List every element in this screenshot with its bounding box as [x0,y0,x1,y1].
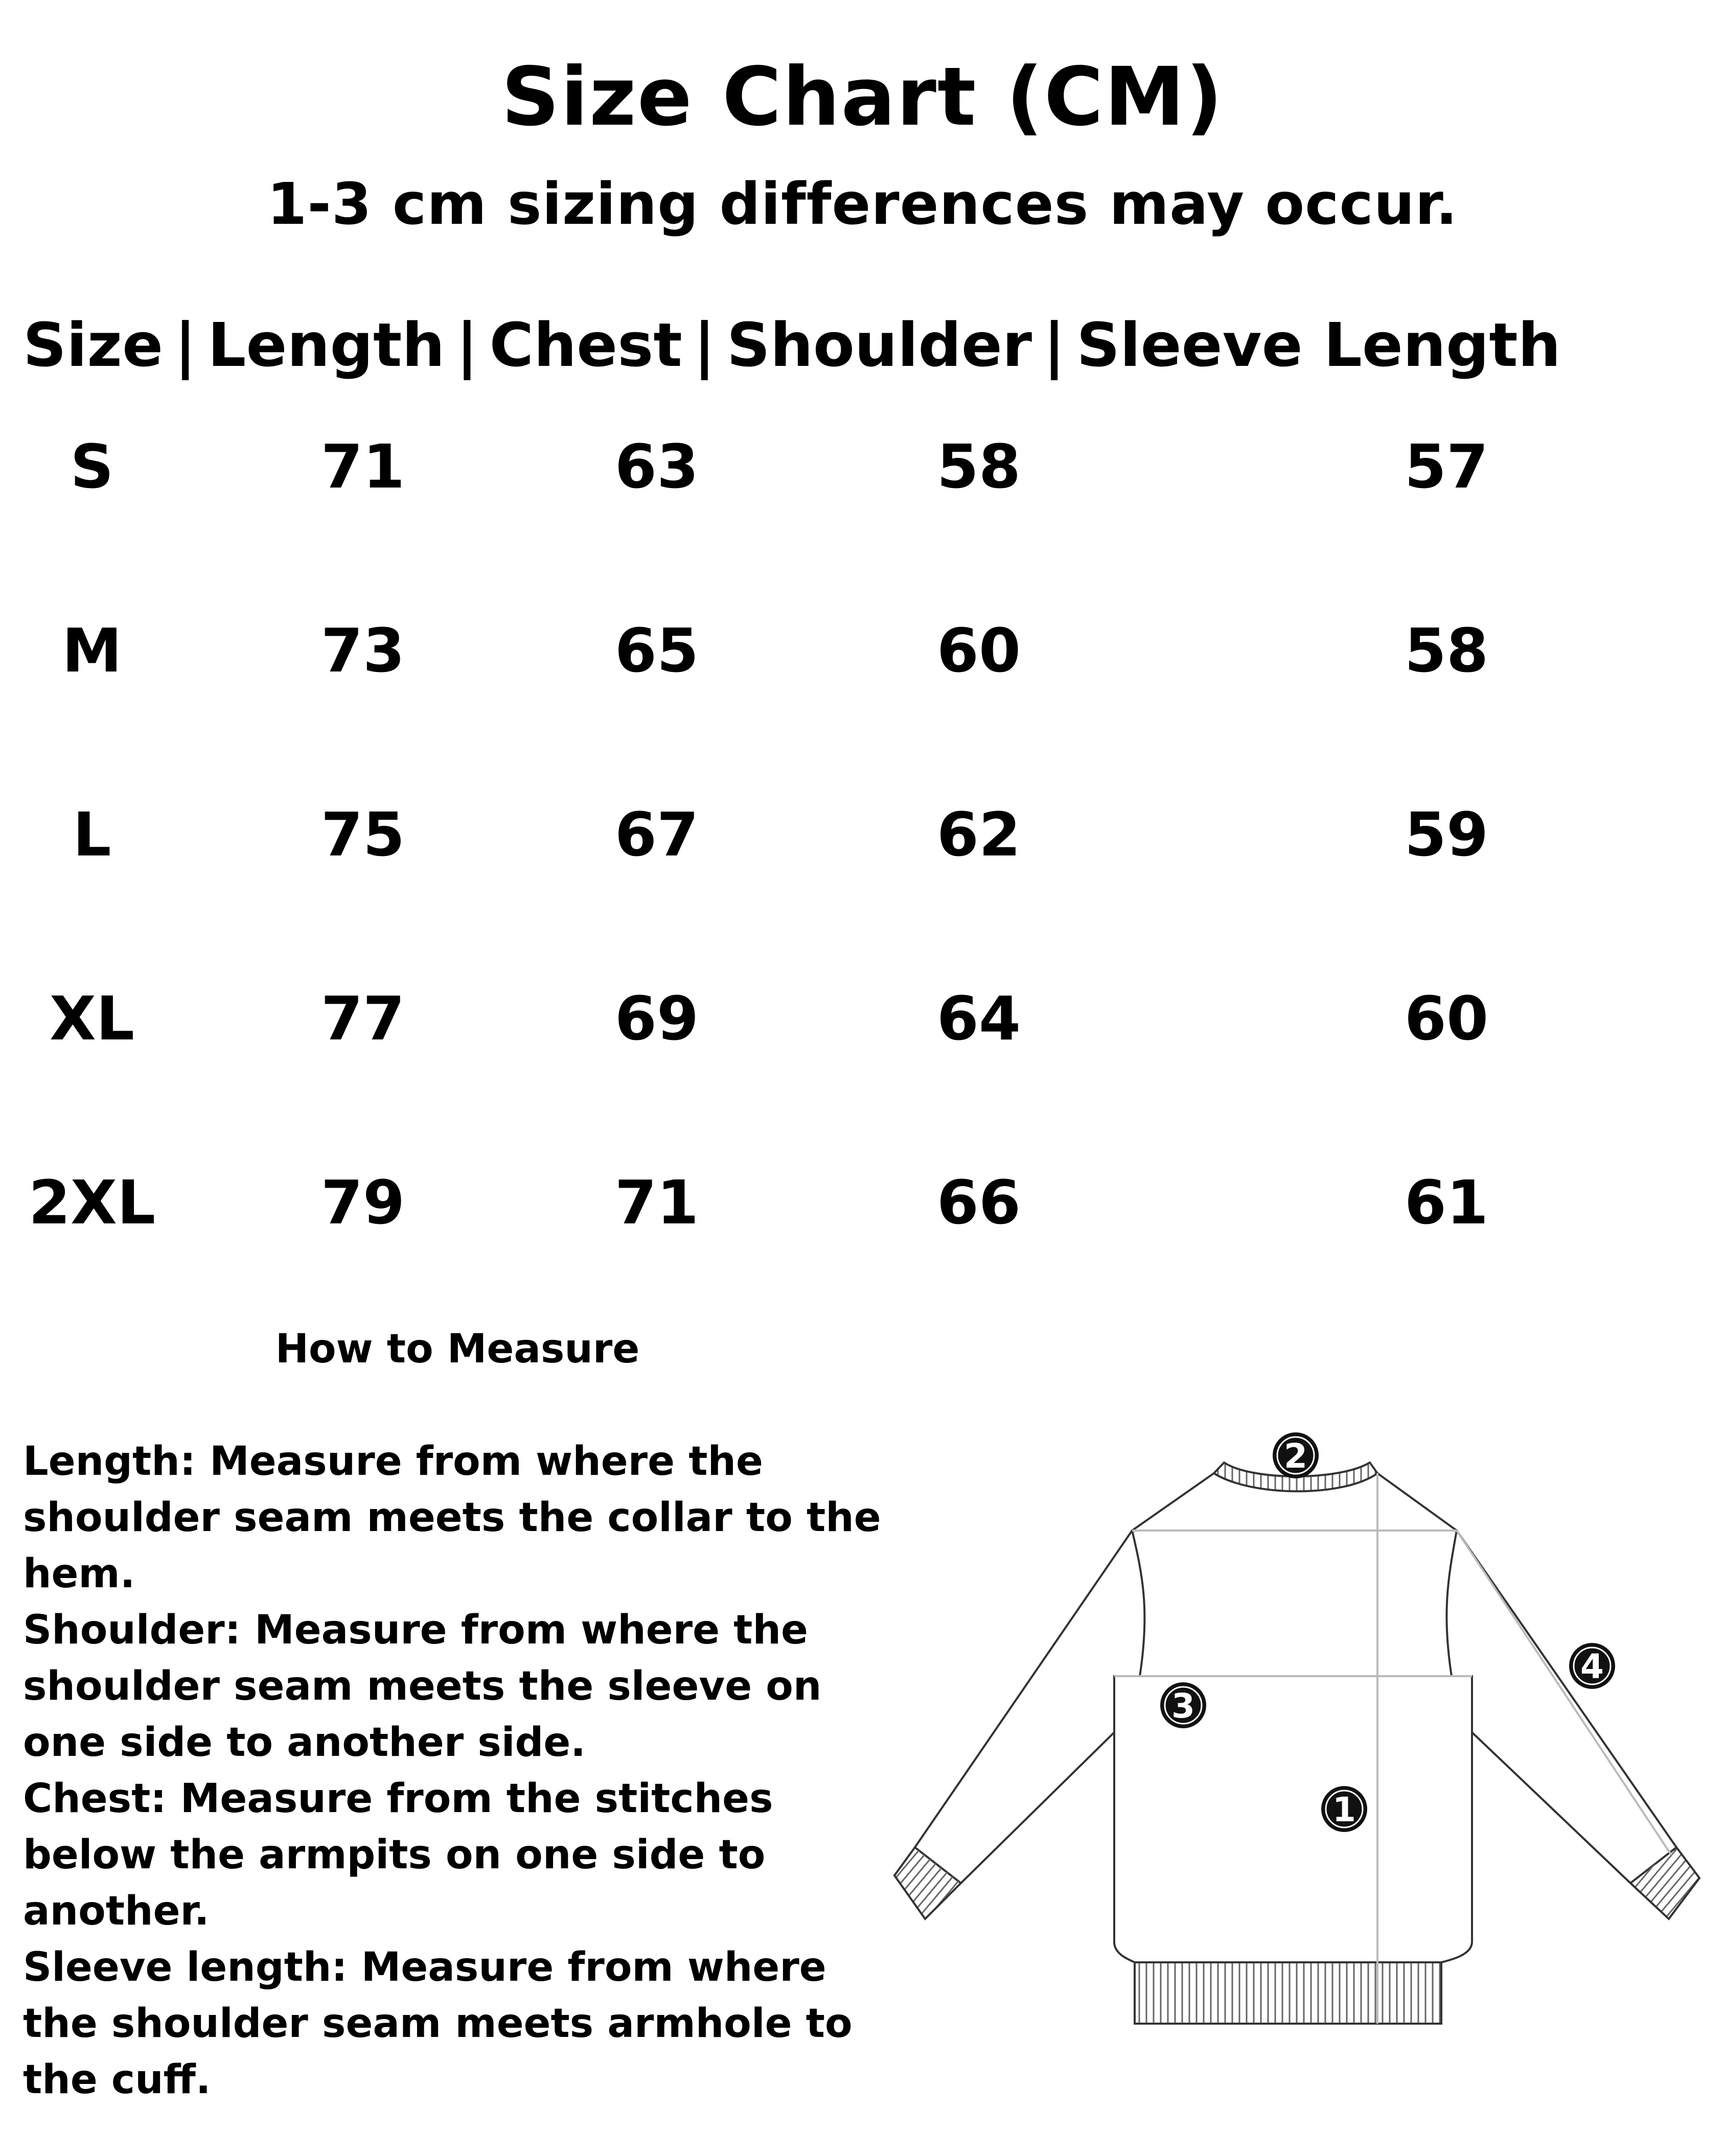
measure-instructions [23,1433,892,2108]
cell-size: XL [49,983,135,1054]
cell-sleeve-length: 61 [1404,1167,1489,1238]
cell-chest: 67 [614,799,699,870]
cell-size: S [70,431,114,502]
header-chest: Chest [489,310,682,380]
cell-shoulder: 64 [936,983,1021,1054]
table-header-row [23,307,1710,383]
marker-4 [1569,1643,1615,1689]
header-separator: | [456,310,478,380]
header-separator: | [693,310,716,380]
cell-chest: 69 [614,983,699,1054]
instruction-shoulder: Shoulder: Measure from where the shoulder seam meets the sleeve on one side to another side. [23,1607,822,1766]
page-subtitle: 1-3 cm sizing differences may occur. [267,171,1458,238]
cell-chest: 65 [614,615,699,686]
marker-2-label: 2 [1284,1436,1307,1476]
page-title: Size Chart (CM) [501,50,1224,144]
cell-length: 79 [320,1167,405,1238]
cell-sleeve-length: 58 [1404,615,1489,686]
header-separator: | [174,310,197,380]
header-shoulder: Shoulder [726,310,1032,380]
sweatshirt-diagram [864,1421,1722,2059]
cell-length: 71 [320,431,405,502]
cell-size: 2XL [28,1167,156,1238]
cell-chest: 71 [614,1167,699,1238]
cell-length: 73 [320,615,405,686]
cell-size: M [62,615,122,686]
header-length: Length [208,310,445,380]
marker-1-label: 1 [1332,1790,1356,1829]
header-size: Size [23,310,164,380]
cell-chest: 63 [614,431,699,502]
instruction-sleeve-length: Sleeve length: Measure from where the shoulder seam meets armhole to the cuff. [23,1944,853,2103]
cell-shoulder: 62 [936,799,1021,870]
how-to-measure-heading: How to Measure [275,1326,640,1372]
instruction-length: Length: Measure from where the shoulder seam meets the collar to the hem. [23,1439,881,1597]
cell-sleeve-length: 57 [1404,431,1489,502]
cell-sleeve-length: 59 [1404,799,1489,870]
cell-length: 75 [320,799,405,870]
marker-1 [1321,1786,1367,1832]
marker-3 [1160,1682,1206,1728]
instruction-chest: Chest: Measure from the stitches below the armpits on one side to another. [23,1776,773,1934]
header-separator: | [1043,310,1066,380]
marker-3-label: 3 [1171,1686,1195,1726]
sweatshirt-outline-icon [864,1421,1722,2059]
cell-shoulder: 58 [936,431,1021,502]
cell-length: 77 [320,983,405,1054]
cell-size: L [73,799,111,870]
cell-shoulder: 66 [936,1167,1021,1238]
cell-shoulder: 60 [936,615,1021,686]
marker-2 [1273,1432,1319,1478]
cell-sleeve-length: 60 [1404,983,1489,1054]
header-sleeve-length: Sleeve Length [1076,310,1561,380]
marker-4-label: 4 [1580,1647,1604,1686]
